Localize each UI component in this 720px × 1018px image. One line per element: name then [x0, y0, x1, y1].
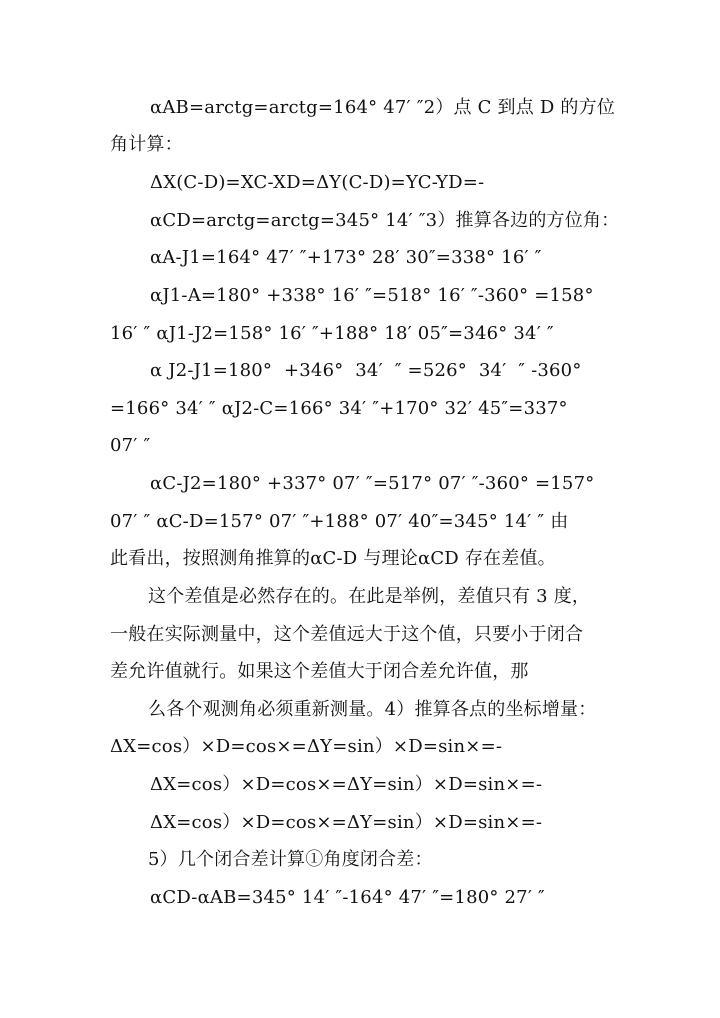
text-line: 么各个观测角必须重新测量。4）推算各点的坐标增量：	[148, 699, 597, 720]
text-line: 07′ ″	[110, 435, 151, 456]
text-line: αCD-αAB=345° 14′ ″-164° 47′ ″=180° 27′ ″	[150, 887, 545, 908]
text-line: 07′ ″ αC-D=157° 07′ ″+188° 07′ 40″=345° 14′ ″ 由	[110, 511, 569, 532]
text-line: =166° 34′ ″ αJ2-C=166° 34′ ″+170° 32′ 45″=337°	[110, 398, 568, 419]
text-line: ΔX(C-D)=XC-XD=ΔY(C-D)=YC-YD=-	[150, 172, 485, 193]
text-line: 一般在实际测量中，这个差值远大于这个值，只要小于闭合	[110, 624, 584, 645]
text-line: 此看出，按照测角推算的αC-D 与理论αCD 存在差值。	[110, 548, 556, 569]
text-line: 16′ ″ αJ1-J2=158° 16′ ″+188° 18′ 05″=346° 34′ ″	[110, 323, 554, 344]
text-line: 这个差值是必然存在的。在此是举例，差值只有 3 度，	[148, 586, 591, 607]
text-line: αCD=arctg=arctg=345° 14′ ″3）推算各边的方位角：	[150, 210, 620, 231]
text-line: 5）几个闭合差计算①角度闭合差：	[148, 849, 433, 870]
text-line: αAB=arctg=arctg=164° 47′ ″2）点 C 到点 D 的方位	[150, 97, 616, 118]
text-line: 角计算：	[110, 134, 183, 155]
text-line: ΔX=cos）×D=cos×=ΔY=sin）×D=sin×=-	[150, 812, 543, 833]
text-line: 差允许值就行。如果这个差值大于闭合差允许值，那	[110, 661, 529, 682]
text-line: α J2-J1=180° +346° 34′ ″ =526° 34′ ″ -360°	[150, 360, 582, 381]
text-line: αC-J2=180° +337° 07′ ″=517° 07′ ″-360° =157°	[150, 473, 595, 494]
text-line: ΔX=cos）×D=cos×=ΔY=sin）×D=sin×=-	[150, 774, 543, 795]
text-line: αJ1-A=180° +338° 16′ ″=518° 16′ ″-360° =158°	[150, 285, 594, 306]
text-line: ΔX=cos）×D=cos×=ΔY=sin）×D=sin×=-	[110, 736, 503, 757]
text-line: αA-J1=164° 47′ ″+173° 28′ 30″=338° 16′ ″	[150, 247, 542, 268]
